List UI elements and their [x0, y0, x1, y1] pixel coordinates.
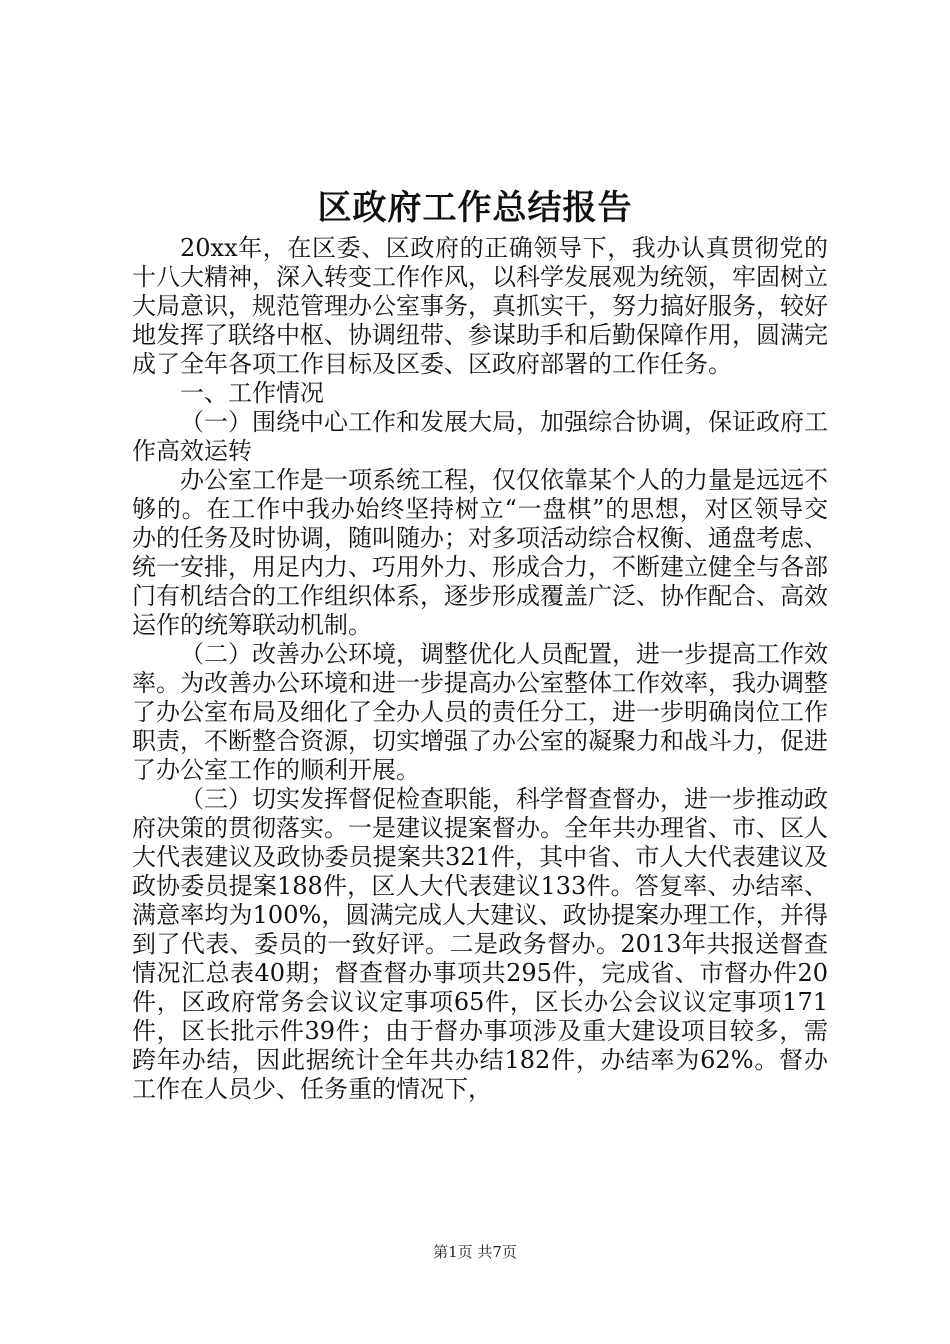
paragraph-intro: 20xx年，在区委、区政府的正确领导下，我办认真贯彻党的十八大精神，深入转变工作作风，以科学发展观为统领，牢固树立大局意识，规范管理办公室事务，真抓实干，努力搞好服务，较好地发挥了联络中枢、协调纽带、参谋助手和后勤保障作用，圆满完成了全年各项工作目标及区委、区政府部署的工作任务。	[132, 234, 828, 378]
paragraph-coordination: 办公室工作是一项系统工程，仅仅依靠某个人的力量是远远不够的。在工作中我办始终坚持树立“一盘棋”的思想，对区领导交办的任务及时协调，随叫随办；对多项活动综合权衡、通盘考虑、统一安排，用足内力、巧用外力、形成合力，不断建立健全与各部门有机结合的工作组织体系，逐步形成覆盖广泛、协作配合、高效运作的统筹联动机制。	[132, 466, 828, 639]
paragraph-office-environment: （二）改善办公环境，调整优化人员配置，进一步提高工作效率。为改善办公环境和进一步提高办公室整体工作效率，我办调整了办公室布局及细化了全办人员的责任分工，进一步明确岗位工作职责，不断整合资源，切实增强了办公室的凝聚力和战斗力，促进了办公室工作的顺利开展。	[132, 640, 828, 784]
section-heading-work-status: 一、工作情况	[180, 379, 324, 407]
subsection-heading-1: （一）围绕中心工作和发展大局，加强综合协调，保证政府工作高效运转	[132, 408, 828, 465]
document-title: 区政府工作总结报告	[317, 188, 633, 228]
paragraph-supervision: （三）切实发挥督促检查职能，科学督查督办，进一步推动政府决策的贯彻落实。一是建议提案督办。全年共办理省、市、区人大代表建议及政协委员提案共321件，其中省、市人大代表建议及政协委员提案188件，区人大代表建议133件。答复率、办结率、满意率均为100%，圆满完成人大建议、政协提案办理工作，并得到了代表、委员的一致好评。二是政务督办。2013年共报送督查情况汇总表40期；督查督办事项共295件，完成省、市督办件20件，区政府常务会议议定事项65件，区长办公会议议定事项171件，区长批示件39件；由于督办事项涉及重大建设项目较多，需跨年办结，因此据统计全年共办结182件，办结率为62%。督办工作在人员少、任务重的情况下，	[132, 785, 828, 1103]
document-body	[132, 234, 828, 1104]
page-number-footer: 第1页 共7页	[433, 1243, 517, 1261]
